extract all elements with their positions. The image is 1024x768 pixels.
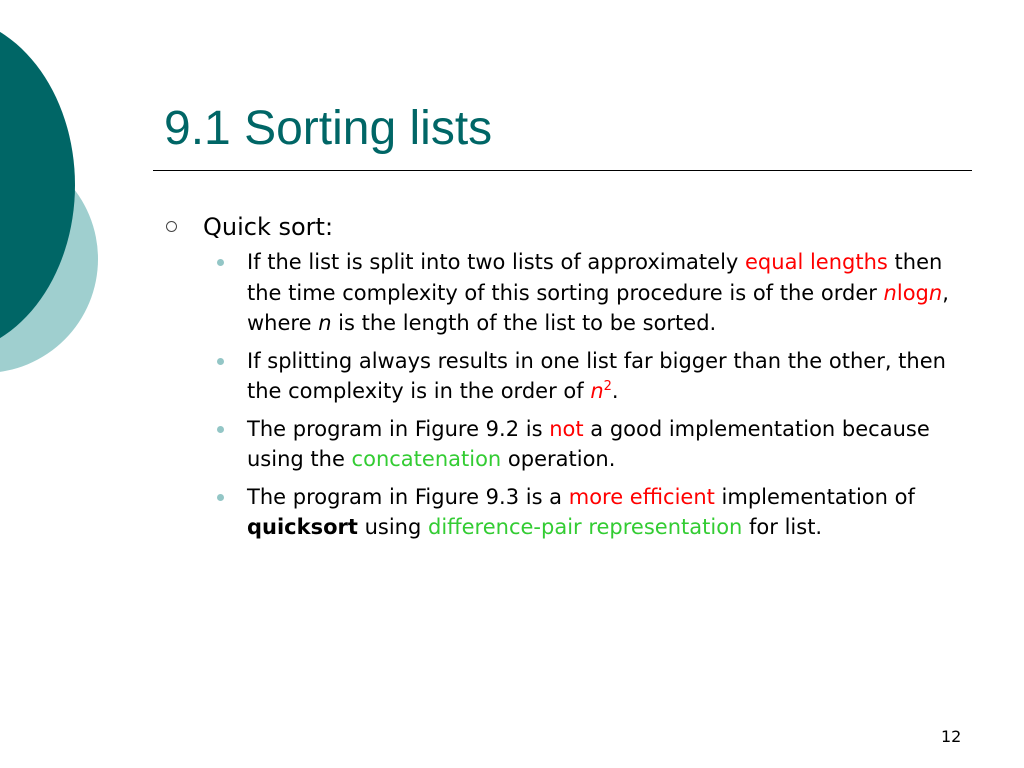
math-exponent: 2 (603, 379, 612, 394)
bullet-text: The program in Figure 9.2 is (247, 416, 550, 441)
bullet-text: for list. (742, 515, 823, 539)
highlight-green-text: concatenation (351, 447, 502, 471)
bullet-text: using (357, 515, 428, 539)
highlight-green-text: difference-pair representation (428, 515, 743, 539)
bullet-item-equal-split (247, 247, 967, 339)
highlight-red-text: equal lengths (745, 250, 888, 274)
bullet-item-figure-9-2 (247, 414, 967, 475)
bullet-text: The program in Figure 9.3 is a (247, 484, 569, 509)
dot-bullet-icon (217, 358, 224, 365)
math-n: n (883, 280, 897, 305)
math-n: n (928, 280, 943, 305)
bullet-text: a good implementation because using the (247, 416, 930, 471)
slide-number: 12 (941, 727, 962, 746)
math-n: n (590, 379, 604, 403)
bullet-text: is the length of the list to be sorted. (331, 311, 717, 335)
math-log: log (896, 280, 929, 305)
highlight-red-text: not (549, 416, 584, 441)
bold-keyword-text: quicksort (247, 515, 358, 539)
slide-title: 9.1 Sorting lists (164, 102, 493, 155)
math-n: n (318, 311, 332, 335)
list-item-quick-sort (165, 207, 975, 247)
title-divider (153, 170, 972, 171)
bullet-text: If splitting always results in one list far bigger than the other, then the complexity is in the order of (247, 348, 946, 403)
dot-bullet-icon (217, 259, 224, 266)
bullet-text: then the time complexity of this sorting procedure is of the order (247, 250, 943, 305)
bullet-item-unequal-split (247, 346, 967, 407)
bullet-text: , where (247, 280, 949, 335)
bullet-item-figure-9-3 (247, 482, 967, 543)
bullet-text: operation. (501, 447, 616, 471)
bullet-text: . (611, 379, 619, 403)
bullet-text: implementation of (714, 484, 915, 509)
hollow-circle-bullet-icon (166, 221, 177, 232)
heading-text: Quick sort: (203, 213, 334, 241)
highlight-red-text: more efficient (568, 484, 715, 509)
dot-bullet-icon (217, 494, 224, 501)
slide-content (165, 207, 975, 550)
bullet-text: If the list is split into two lists of approximately (247, 250, 746, 274)
dot-bullet-icon (217, 426, 224, 433)
